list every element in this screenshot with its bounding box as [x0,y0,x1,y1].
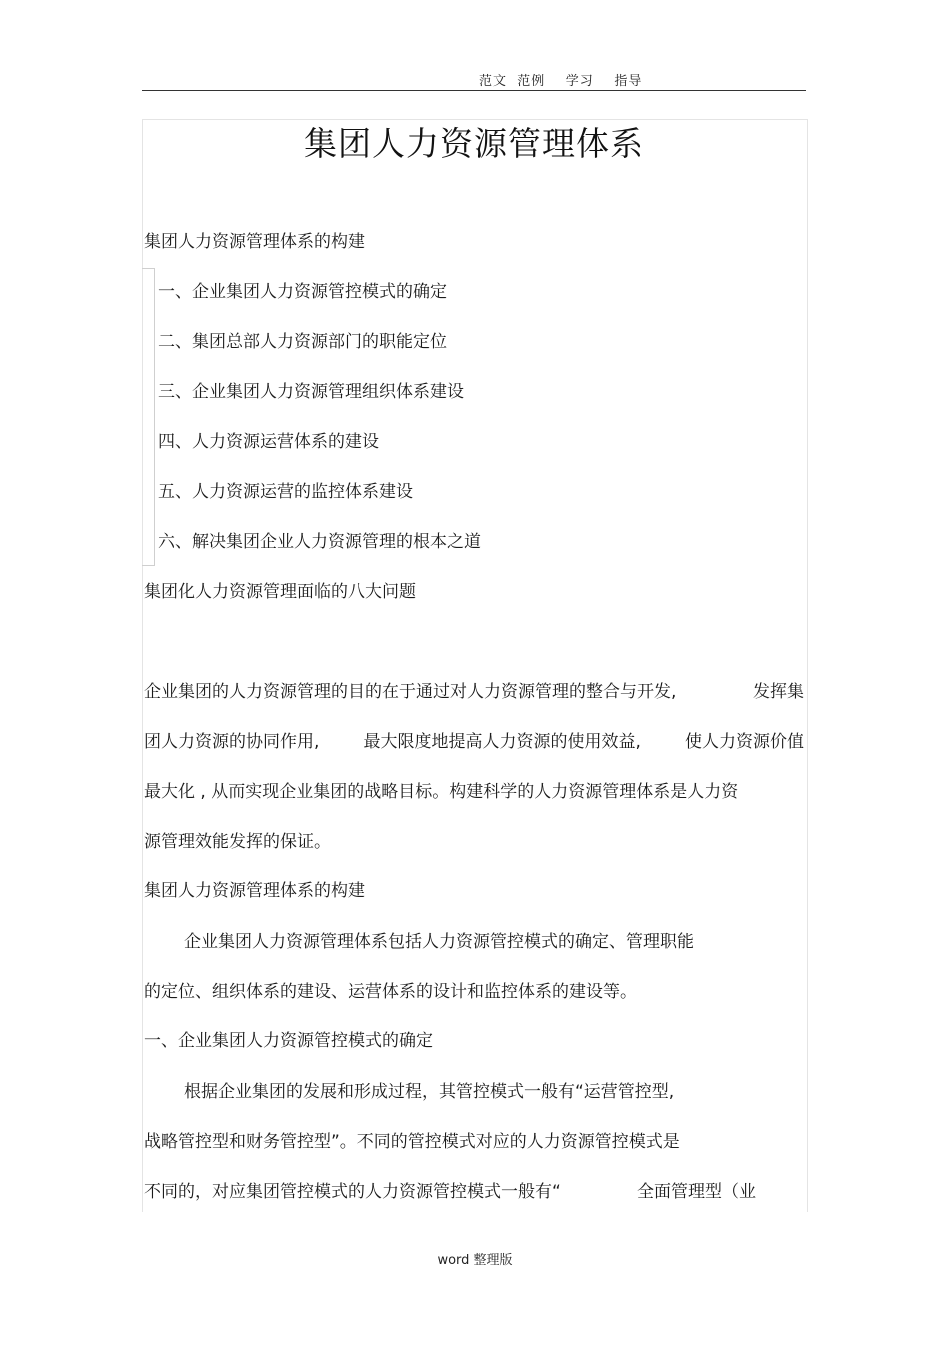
toc-item: 五、人力资源运营的监控体系建设 [158,482,413,502]
paragraph-line: 源管理效能发挥的保证。 [144,832,331,852]
paragraph-line: 战略管控型和财务管控型”。不同的管控模式对应的人力资源管控模式是 [144,1132,680,1152]
paragraph-line [144,1180,756,1204]
paragraph-line: 最大化 , 从而实现企业集团的战略目标。构建科学的人力资源管理体系是人力资 [144,782,739,802]
toc-bracket [142,268,155,566]
page-footer: word 整理版 [437,1253,513,1268]
text-segment: 团人力资源的协同作用, [144,732,320,752]
toc-item: 二、集团总部人力资源部门的职能定位 [158,332,447,352]
toc-heading: 集团人力资源管理体系的构建 [144,232,365,252]
text-segment: 最大限度地提高人力资源的使用效益, [363,732,641,752]
toc-after-heading: 集团化人力资源管理面临的八大问题 [144,582,416,602]
header-text: 范文 范例 学习 指导 [479,74,643,89]
paragraph-line: 根据企业集团的发展和形成过程，其管控模式一般有“运营管控型, [184,1082,675,1102]
paragraph-line: 企业集团人力资源管理体系包括人力资源管控模式的确定、管理职能 [184,932,694,952]
section-heading: 集团人力资源管理体系的构建 [144,881,365,901]
paragraph-line: 的定位、组织体系的建设、运营体系的设计和监控体系的建设等。 [144,982,637,1002]
paragraph-line [144,680,804,704]
toc-item: 三、企业集团人力资源管理组织体系建设 [158,382,464,402]
toc-item: 四、人力资源运营体系的建设 [158,432,379,452]
text-segment: 发挥集 [753,682,804,702]
text-segment: 企业集团的人力资源管理的目的在于通过对人力资源管理的整合与开发, [144,682,677,702]
subsection-heading: 一、企业集团人力资源管控模式的确定 [144,1031,433,1051]
paragraph-line [144,730,804,754]
page-header [142,68,806,91]
text-segment: 全面管理型（业 [637,1182,756,1202]
toc-item: 六、解决集团企业人力资源管理的根本之道 [158,532,481,552]
text-segment: 不同的，对应集团管控模式的人力资源管控模式一般有“ [144,1182,561,1202]
text-segment: 使人力资源价值 [685,732,804,752]
toc-item: 一、企业集团人力资源管控模式的确定 [158,282,447,302]
document-title: 集团人力资源管理体系 [304,124,644,163]
